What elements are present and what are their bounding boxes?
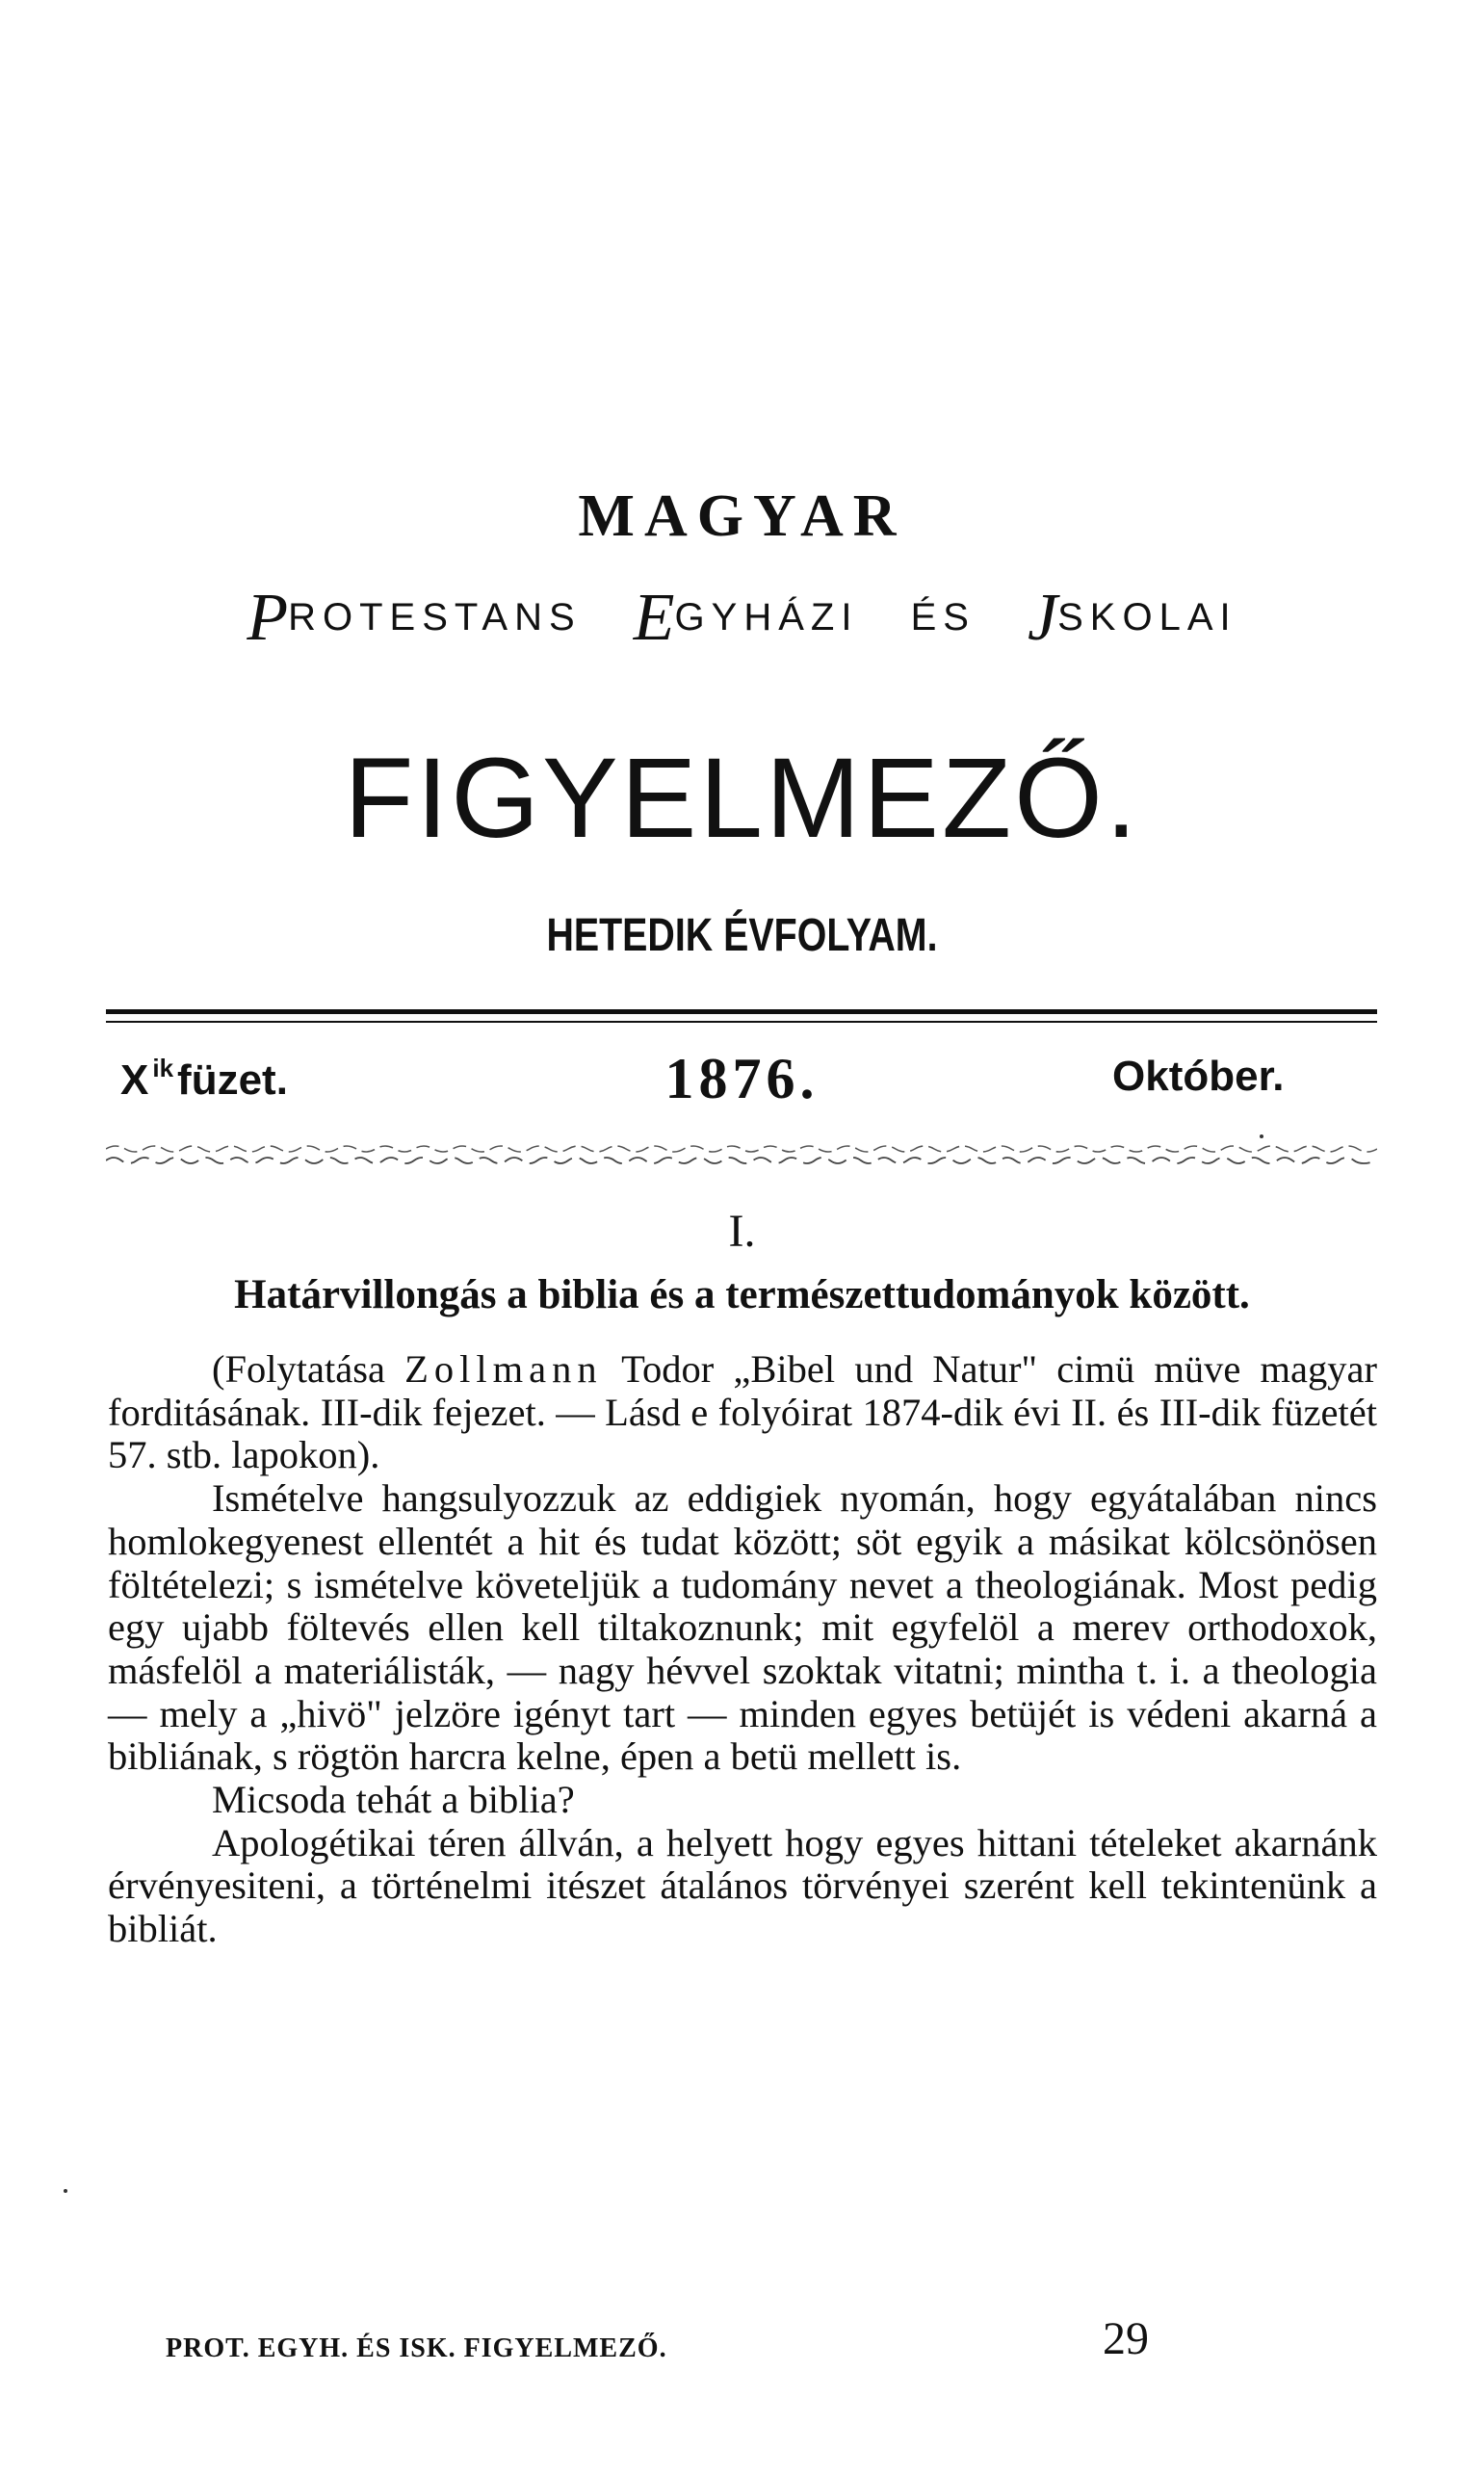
subtitle-initial-p: P [247, 581, 289, 655]
subtitle-word-es: ÉS [910, 596, 976, 639]
paragraph-2: Micsoda tehát a biblia? [212, 1778, 575, 1822]
ink-speck [64, 2189, 67, 2193]
masthead-title: FIGYELMEZŐ. [344, 735, 1140, 862]
running-title: PROT. EGYH. ÉS ISK. FIGYELMEZŐ. [166, 2333, 667, 2363]
masthead-magyar: MAGYAR [578, 483, 906, 549]
article-body [108, 1348, 1377, 1951]
note-author: Zollmann [404, 1347, 603, 1391]
subtitle-rest-iskolai: SKOLAI [1057, 596, 1237, 639]
subtitle-rest-egyhazi: GYHÁZI [674, 596, 859, 639]
issue-suffix: ik [152, 1054, 174, 1082]
rule-thick [106, 1009, 1377, 1014]
subtitle-word-egyhazi [633, 581, 859, 655]
issue-label: füzet. [177, 1056, 288, 1104]
article-title: Határvillongás a biblia és a természettudományok között. [234, 1272, 1250, 1317]
page-number: 29 [1103, 2313, 1149, 2364]
subtitle-rest-protestans: ROTESTANS [288, 596, 582, 639]
note-rest: Todor „Bibel und Natur" cimü müve magyar forditásának. III-dik fejezet. — Lásd e folyóirat 1874-dik évi II. és III-dik füzetét 57. stb. lapokon). [108, 1347, 1377, 1477]
ink-speck [1260, 1134, 1263, 1138]
wavy-divider [106, 1141, 1377, 1168]
paragraph-note [108, 1348, 1377, 1477]
masthead-subtitle [0, 578, 1484, 659]
note-prefix: (Folytatása [212, 1347, 405, 1391]
volume-label: HETEDIK ÉVFOLYAM. [546, 910, 938, 961]
issue-year: 1876. [664, 1047, 820, 1110]
subtitle-word-iskolai [1028, 581, 1237, 655]
subtitle-word-protestans [247, 581, 582, 655]
paragraph-3: Apologétikai téren állván, a helyett hogy egyes hittani tételeket akarnánk érvényesiteni, a történelmi itészet átalános törvényei szerént kell tekintenünk a bibliát. [108, 1820, 1377, 1951]
issue-roman-numeral: X [120, 1056, 149, 1104]
paragraph-1: Ismételve hangsulyozzuk az eddigiek nyomán, hogy egyátalában nincs homlokegyenest ellentét a hit és tudat között; söt egyik a másikat kölcsönösen föltételezi; s ismételve követeljük a tudomány nevet a theologiának. Most pedig egy ujabb föltevés ellen kell tiltakoznunk; mit egyfelöl a merev orthodoxok, másfelöl a materiálisták, — nagy hévvel szoktak vitatni; mintha t. i. a theologia — mely a „hivö" jelzöre igényt tart — minden egyes betüjét is védeni akarná a bibliának, s rögtön harcra kelne, épen a betü mellett is. [108, 1476, 1377, 1779]
subtitle-initial-e: E [633, 581, 675, 655]
subtitle-initial-j: J [1028, 581, 1058, 655]
rule-thin [106, 1021, 1377, 1023]
section-number: I. [728, 1206, 756, 1257]
issue-month: Október. [1112, 1053, 1285, 1100]
